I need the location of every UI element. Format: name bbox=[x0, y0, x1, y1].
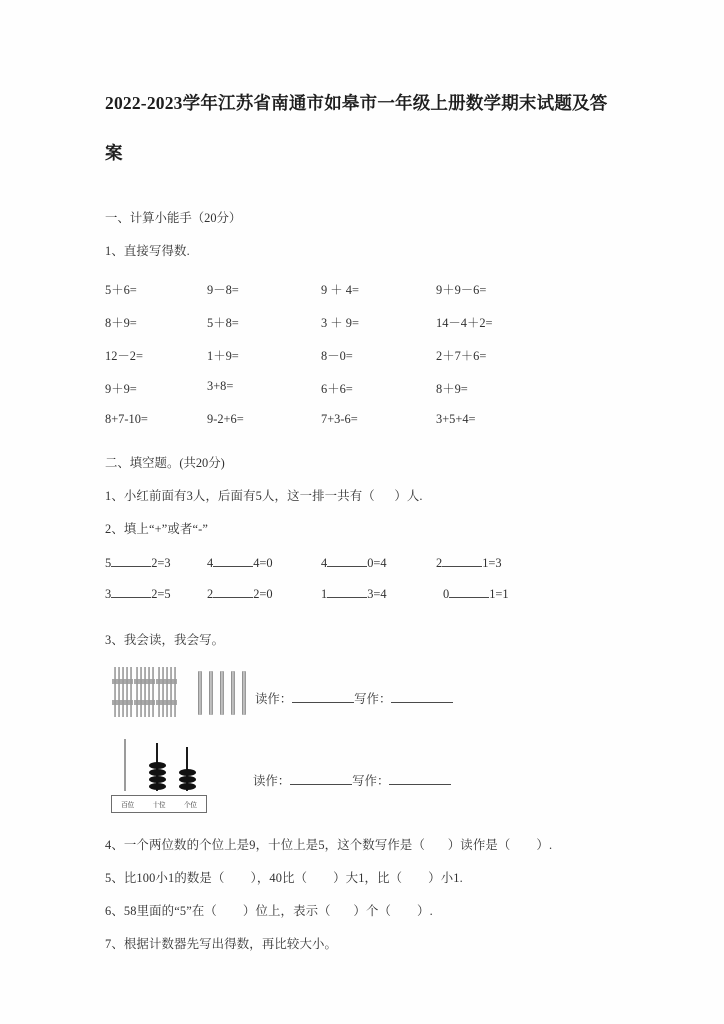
calc-item: 1＋9= bbox=[207, 349, 239, 363]
question-1-1-label: 1、直接写得数. bbox=[105, 244, 190, 258]
sign-blank-item bbox=[321, 555, 387, 571]
loose-sticks-group bbox=[198, 671, 246, 715]
sticks-figure bbox=[105, 665, 625, 731]
sign-blank-line[interactable] bbox=[442, 555, 482, 567]
calc-row bbox=[105, 274, 625, 307]
sign-blank-row bbox=[105, 550, 625, 581]
operand-left: 3 bbox=[105, 587, 112, 601]
section-one-heading: 一、计算小能手（20分） bbox=[105, 211, 242, 225]
calc-item: 9 ＋ 4= bbox=[321, 283, 359, 297]
calc-item: 9＋9= bbox=[105, 382, 137, 396]
read-label: 读作： bbox=[255, 692, 293, 706]
calc-item: 9-2+6= bbox=[207, 412, 244, 426]
operand-left: 4 bbox=[207, 556, 214, 570]
single-stick-icon bbox=[242, 671, 246, 715]
sign-blank-line[interactable] bbox=[327, 586, 367, 598]
abacus-icon bbox=[111, 745, 207, 813]
calc-item: 3 ＋ 9= bbox=[321, 316, 359, 330]
question-2-5: 5、比100小1的数是（ ），40比（ ）大1，比（ ）小1. bbox=[105, 871, 463, 885]
question-2-1: 1、小红前面有3人，后面有5人，这一排一共有（ ）人. bbox=[105, 489, 423, 503]
question-2-7: 7、根据计数器先写出得数，再比较大小。 bbox=[105, 937, 338, 951]
single-stick-icon bbox=[209, 671, 213, 715]
calc-item: 9－8= bbox=[207, 283, 239, 297]
calc-item: 2＋7＋6= bbox=[436, 349, 487, 363]
calc-item: 5＋8= bbox=[207, 316, 239, 330]
question-2-4: 4、一个两位数的个位上是9，十位上是5，这个数写作是（ ）读作是（ ）. bbox=[105, 838, 553, 852]
operand-left: 2 bbox=[207, 587, 214, 601]
calc-item: 3+8= bbox=[207, 379, 234, 393]
calc-row bbox=[105, 307, 625, 340]
operand-right: 4=0 bbox=[253, 556, 273, 570]
abacus-read-write bbox=[253, 771, 451, 789]
operand-left: 5 bbox=[105, 556, 112, 570]
sign-blank-line[interactable] bbox=[213, 586, 253, 598]
calc-item: 9＋9－6= bbox=[436, 283, 487, 297]
question-2-2-label: 2、填上“+”或者“-” bbox=[105, 522, 209, 536]
write-label: 写作： bbox=[354, 692, 392, 706]
single-stick-icon bbox=[198, 671, 202, 715]
sticks-read-write bbox=[255, 689, 453, 707]
calc-item: 8＋9= bbox=[436, 382, 468, 396]
sign-blank-line[interactable] bbox=[213, 555, 253, 567]
sign-blank-item bbox=[321, 586, 387, 602]
calc-item: 12－2= bbox=[105, 349, 143, 363]
page-title: 2022-2023学年江苏省南通市如皋市一年级上册数学期末试题及答案 bbox=[105, 93, 608, 163]
abacus-label-hundreds: 百位 bbox=[121, 802, 135, 809]
sign-blank-line[interactable] bbox=[449, 586, 489, 598]
sign-blank-item bbox=[207, 586, 273, 602]
calc-item: 14－4＋2= bbox=[436, 316, 493, 330]
sign-blank-line[interactable] bbox=[327, 555, 367, 567]
operand-right: 2=0 bbox=[253, 587, 273, 601]
operand-right: 3=4 bbox=[367, 587, 387, 601]
sign-blank-line[interactable] bbox=[111, 555, 151, 567]
stick-bundle-icon bbox=[135, 667, 154, 717]
sign-blank-item bbox=[207, 555, 273, 571]
abacus-rod-tens bbox=[156, 743, 158, 791]
calc-item: 8－0= bbox=[321, 349, 353, 363]
operand-right: 2=5 bbox=[151, 587, 171, 601]
calc-item: 3+5+4= bbox=[436, 412, 476, 426]
calc-item: 8+7-10= bbox=[105, 412, 148, 426]
operand-left: 4 bbox=[321, 556, 328, 570]
sign-blank-item bbox=[105, 586, 171, 602]
sign-blank-item bbox=[105, 555, 171, 571]
operand-right: 2=3 bbox=[151, 556, 171, 570]
single-stick-icon bbox=[231, 671, 235, 715]
sign-blank-row bbox=[105, 581, 625, 612]
operand-left: 0 bbox=[443, 587, 450, 601]
question-2-3-label: 3、我会读，我会写。 bbox=[105, 633, 225, 647]
calc-item: 5＋6= bbox=[105, 283, 137, 297]
sign-blank-item bbox=[443, 586, 509, 602]
abacus-base bbox=[111, 795, 207, 813]
read-label: 读作： bbox=[253, 774, 291, 788]
page-content bbox=[105, 78, 625, 961]
calc-row bbox=[105, 340, 625, 373]
write-answer-line[interactable] bbox=[391, 691, 453, 703]
write-label: 写作： bbox=[352, 774, 390, 788]
stick-bundle-icon bbox=[157, 667, 176, 717]
calc-row bbox=[105, 406, 625, 439]
sign-blank-line[interactable] bbox=[111, 586, 151, 598]
abacus-label-tens: 十位 bbox=[152, 802, 166, 809]
calc-item: 7+3-6= bbox=[321, 412, 358, 426]
calc-row bbox=[105, 373, 625, 406]
sign-blank-item bbox=[436, 555, 502, 571]
question-2-6: 6、58里面的“5”在（ ）位上，表示（ ）个（ ）. bbox=[105, 904, 433, 918]
single-stick-icon bbox=[220, 671, 224, 715]
operand-right: 1=3 bbox=[482, 556, 502, 570]
stick-bundle-icon bbox=[113, 667, 132, 717]
calc-item: 6＋6= bbox=[321, 382, 353, 396]
operand-left: 1 bbox=[321, 587, 328, 601]
abacus-figure bbox=[105, 745, 625, 823]
abacus-rod-hundreds bbox=[124, 739, 126, 791]
write-answer-line[interactable] bbox=[389, 773, 451, 785]
operand-right: 1=1 bbox=[489, 587, 509, 601]
calc-item: 8＋9= bbox=[105, 316, 137, 330]
abacus-label-ones: 个位 bbox=[183, 802, 197, 809]
abacus-rod-ones bbox=[186, 747, 188, 791]
stick-bundle-group bbox=[113, 667, 176, 717]
operand-right: 0=4 bbox=[367, 556, 387, 570]
operand-left: 2 bbox=[436, 556, 443, 570]
read-answer-line[interactable] bbox=[292, 691, 354, 703]
section-two-heading: 二、填空题。(共20分) bbox=[105, 456, 225, 470]
read-answer-line[interactable] bbox=[290, 773, 352, 785]
